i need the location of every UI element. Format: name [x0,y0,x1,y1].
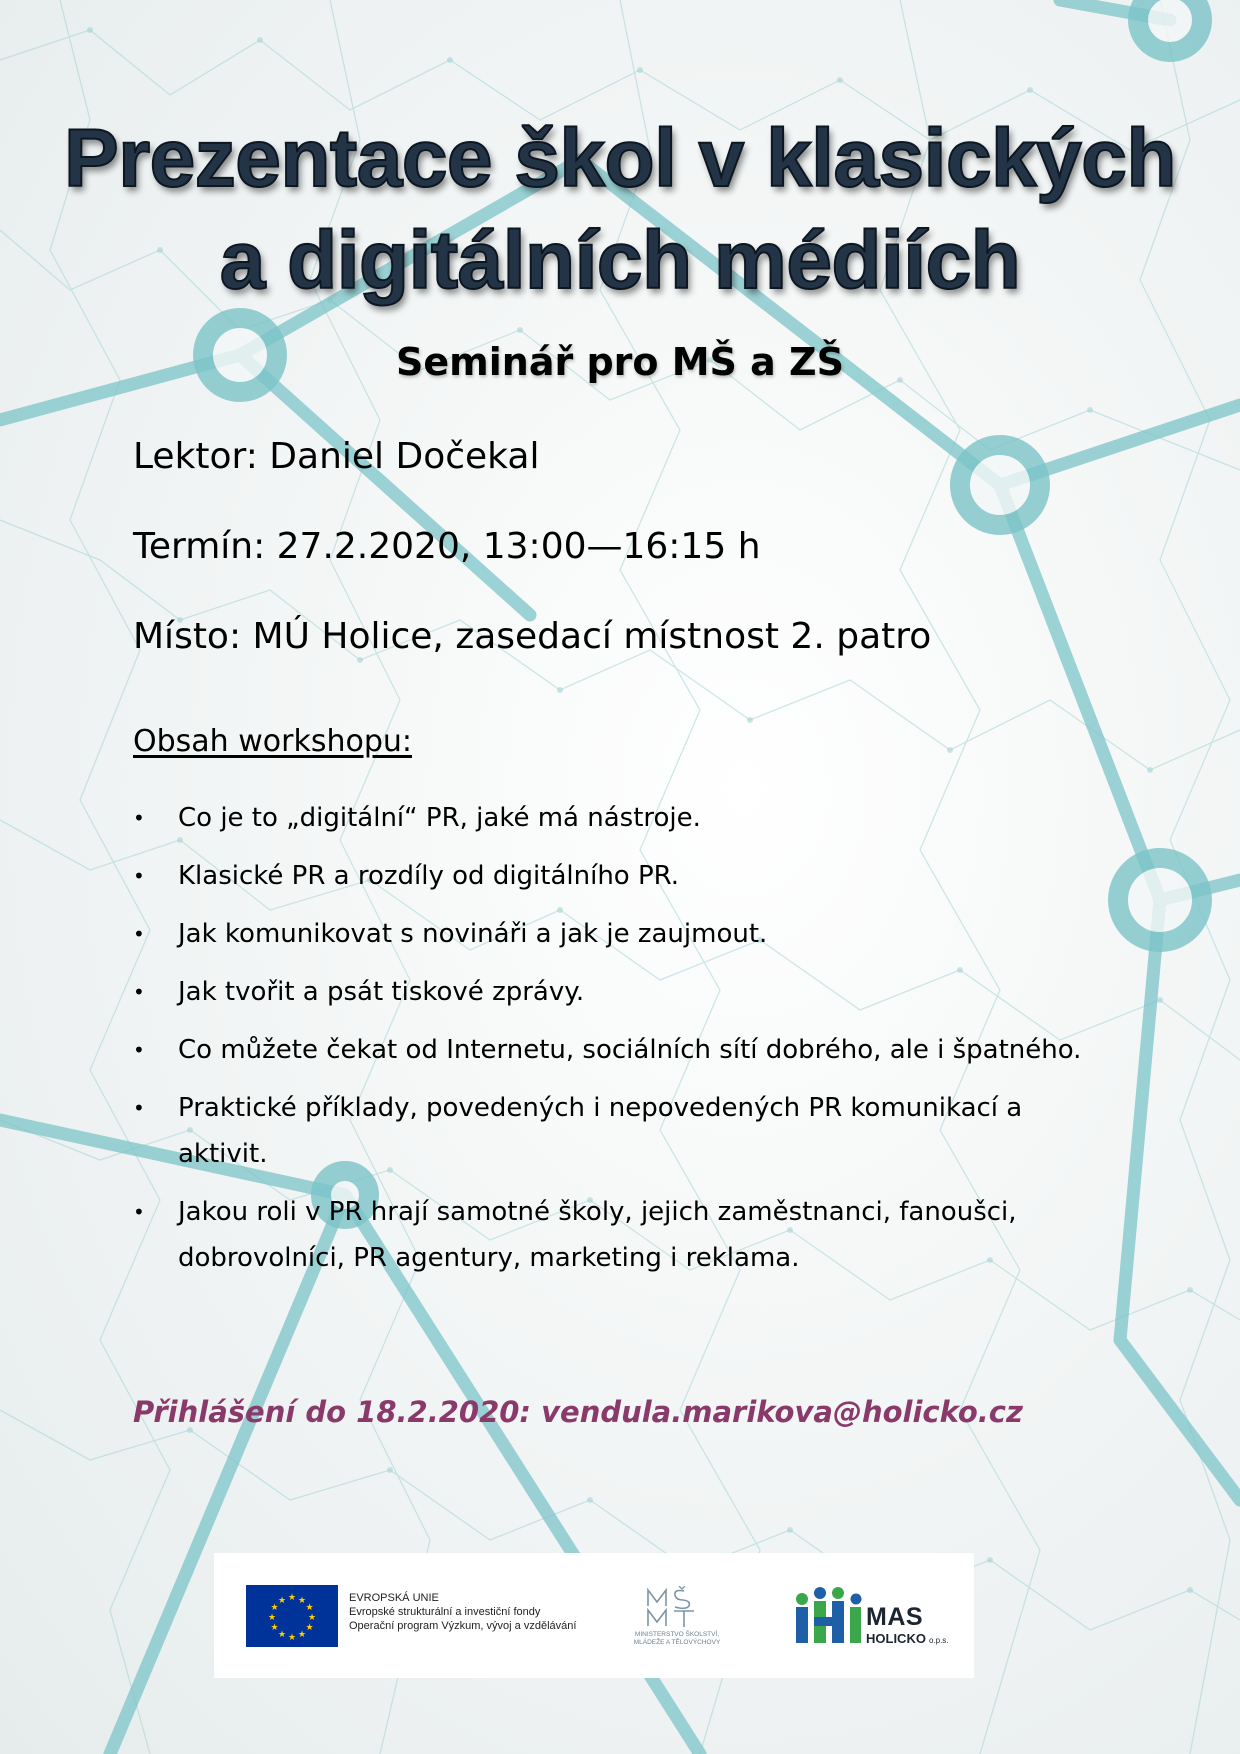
msmt-logo [618,1586,736,1648]
topic-text: Klasické PR a rozdíly od digitálního PR. [178,861,680,891]
mas-holicko-text: HOLICKO [866,1631,926,1646]
subtitle: Seminář pro MŠ a ZŠ [396,340,844,384]
mas-subtitle [866,1631,949,1646]
sponsor-logos [214,1553,974,1678]
topic-text: Co je to „digitální“ PR, jaké má nástroje. [178,803,701,833]
svg-text:★: ★ [270,1603,279,1613]
list-item [133,853,1083,899]
bullet-icon: • [133,864,145,888]
registration-contact: Přihlášení do 18.2.2020: vendula.marikova@holicko.cz [133,1395,1023,1429]
mas-name: MAS [866,1603,924,1631]
svg-text:★: ★ [297,1630,307,1640]
eu-line-3: Operační program Výzkum, vývoj a vzdělávání [349,1620,577,1632]
eu-line-2: Evropské strukturální a investiční fondy [349,1606,541,1618]
bullet-icon: • [133,1096,145,1120]
mas-people-icon [794,1583,862,1647]
svg-text:★: ★ [307,1613,317,1623]
svg-text:★: ★ [305,1623,314,1633]
svg-text:★: ★ [287,1633,297,1643]
topic-text: Jakou roli v PR hrají samotné školy, jejich zaměstnanci, fanoušci, dobrovolníci, PR agentury, marketing i reklama. [178,1197,1017,1273]
lecturer-line: Lektor: Daniel Dočekal [133,436,540,477]
msmt-line-1: MINISTERSTVO ŠKOLSTVÍ, [634,1631,720,1638]
topic-text: Jak tvořit a psát tiskové zprávy. [178,977,585,1007]
topic-text: Jak komunikovat s novináři a jak je zaujmout. [178,919,768,949]
msmt-name [618,1631,736,1647]
msmt-monogram-icon [644,1586,700,1630]
svg-text:★: ★ [267,1613,277,1623]
topic-text: Co můžete čekat od Internetu, sociálních sítí dobrého, ale i špatného. [178,1035,1082,1065]
workshop-contents-heading: Obsah workshopu: [133,724,412,759]
topic-text: Praktické příklady, povedených i nepovedených PR komunikací a aktivit. [178,1093,1023,1169]
list-item [133,1189,1083,1281]
msmt-line-2: MLÁDEŽE A TĚLOVÝCHOVY [633,1639,721,1646]
mas-holicko-logo [794,1583,964,1653]
svg-text:★: ★ [287,1593,297,1603]
list-item [133,795,1083,841]
list-item [133,1085,1083,1177]
bullet-icon: • [133,806,145,830]
svg-text:★: ★ [270,1623,279,1633]
mas-ops-text: o.p.s. [928,1636,949,1645]
svg-text:★: ★ [277,1630,287,1640]
bullet-icon: • [133,1200,145,1224]
bullet-icon: • [133,1038,145,1062]
svg-text:★: ★ [305,1603,314,1613]
venue-line: Místo: MÚ Holice, zasedací místnost 2. patro [133,616,932,657]
topics-list [133,795,1083,1293]
poster-title [20,108,1220,312]
eu-flag-icon [246,1585,338,1647]
list-item [133,1027,1083,1073]
eu-program-text [349,1591,576,1633]
svg-text:★: ★ [277,1596,287,1606]
list-item [133,969,1083,1015]
svg-text:★: ★ [297,1596,307,1606]
bullet-icon: • [133,980,145,1004]
date-line: Termín: 27.2.2020, 13:00—16:15 h [133,526,761,567]
title-line-2: a digitálních médiích [219,215,1021,306]
title-line-1: Prezentace škol v klasických [64,113,1176,204]
bullet-icon: • [133,922,145,946]
eu-line-1: EVROPSKÁ UNIE [349,1592,439,1604]
list-item [133,911,1083,957]
